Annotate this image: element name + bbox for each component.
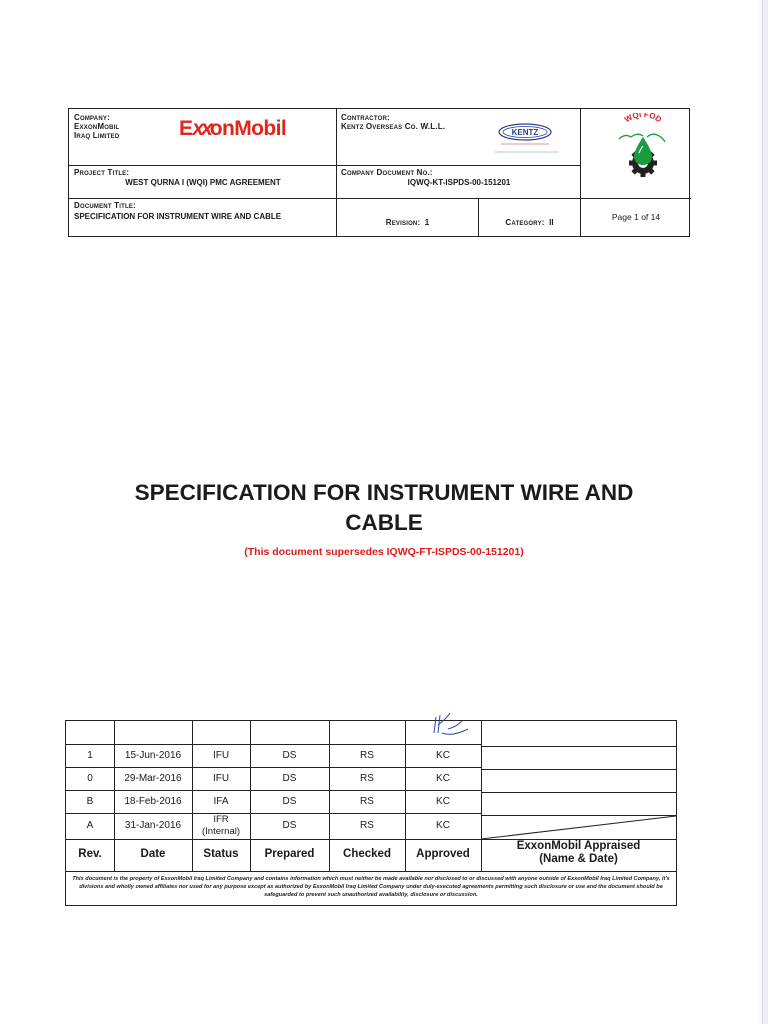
document-header-table bbox=[68, 108, 690, 237]
company-doc-no: IQWQ-KT-ISPDS-00-151201 bbox=[407, 178, 511, 187]
col-header-prepared: Prepared bbox=[264, 848, 315, 860]
company-name-line2: Iraq Limited bbox=[74, 131, 120, 140]
col-header-checked: Checked bbox=[343, 848, 391, 860]
revision-cell bbox=[337, 212, 478, 230]
row4-checked: RS bbox=[360, 820, 374, 831]
svg-text:KENTZ: KENTZ bbox=[511, 128, 539, 137]
row1-prepared: DS bbox=[282, 750, 297, 761]
row1-date: 15-Jun-2016 bbox=[124, 750, 182, 761]
col-header-approved: Approved bbox=[416, 848, 470, 860]
revision-label: Revision: bbox=[385, 218, 421, 227]
contractor-cell bbox=[341, 113, 481, 131]
row2-prepared: DS bbox=[282, 773, 297, 784]
row4-date: 31-Jan-2016 bbox=[124, 820, 182, 831]
exxonmobil-logo: ExxonMobil bbox=[179, 117, 287, 140]
contractor-label: Contractor: bbox=[341, 113, 390, 122]
row1-status: IFU bbox=[212, 750, 230, 761]
document-title: SPECIFICATION FOR INSTRUMENT WIRE AND CABLE bbox=[74, 212, 282, 221]
confidentiality-disclaimer: This document is the property of ExxonMobil Iraq Limited Company and contains information which must neither be made available nor disclosed to or discussed with anyone outside of ExxonMobil Iraq Limited Company, it's divisions and wholly owned affiliates nor used for any purpose except as authorized by ExxonMobil Iraq Limited Company under duly-executed agreements permitting such disclosure or use and the document should be safeguarded to prevent such unauthorized availability, disclosure or discussion. bbox=[72, 876, 670, 898]
row1-checked: RS bbox=[360, 750, 374, 761]
col-header-status: Status bbox=[203, 848, 239, 860]
company-doc-no-cell bbox=[341, 168, 577, 187]
row4-prepared: DS bbox=[282, 820, 297, 831]
document-title-cell bbox=[74, 201, 334, 221]
company-label: Company: bbox=[74, 113, 110, 122]
document-main-title-line1: SPECIFICATION FOR INSTRUMENT WIRE AND bbox=[134, 480, 634, 505]
row2-approved: KC bbox=[436, 773, 450, 784]
company-doc-no-label: Company Document No.: bbox=[341, 168, 433, 177]
company-name-line1: ExxonMobil bbox=[74, 122, 120, 131]
col-header-date: Date bbox=[140, 848, 166, 860]
contractor-name: Kentz Overseas Co. W.L.L. bbox=[341, 122, 446, 131]
page-number: Page 1 of 14 bbox=[611, 212, 661, 222]
supersedes-note: (This document supersedes IQWQ-FT-ISPDS-00-151201) bbox=[244, 546, 524, 558]
company-cell bbox=[74, 113, 174, 140]
row3-prepared: DS bbox=[282, 796, 297, 807]
project-title-label: Project Title: bbox=[74, 168, 130, 177]
row3-approved: KC bbox=[436, 796, 450, 807]
row3-checked: RS bbox=[360, 796, 374, 807]
row2-rev: 0 bbox=[87, 773, 93, 784]
col-header-appraised bbox=[481, 840, 676, 866]
document-main-title-line2: CABLE bbox=[345, 510, 423, 535]
category-value: II bbox=[549, 218, 554, 227]
col-header-rev: Rev. bbox=[78, 848, 102, 860]
document-title-label: Document Title: bbox=[74, 201, 136, 210]
row1-rev: 1 bbox=[87, 750, 93, 761]
project-title: WEST QURNA I (WQI) PMC AGREEMENT bbox=[125, 178, 281, 187]
revision-history-table bbox=[65, 720, 677, 906]
category-cell bbox=[479, 212, 580, 230]
approval-signature bbox=[428, 711, 473, 745]
svg-text:WQI FOD: WQI FOD bbox=[622, 113, 664, 125]
row4-rev: A bbox=[86, 820, 94, 831]
project-title-cell bbox=[74, 168, 332, 187]
col-header-appraised-line1: ExxonMobil Appraised bbox=[516, 840, 641, 852]
row2-checked: RS bbox=[360, 773, 374, 784]
category-label: Category: bbox=[505, 218, 545, 227]
row3-date: 18-Feb-2016 bbox=[124, 796, 182, 807]
wqi-fod-logo bbox=[599, 113, 687, 185]
kentz-logo bbox=[489, 119, 569, 161]
row3-rev: B bbox=[86, 796, 94, 807]
col-header-appraised-line2: (Name & Date) bbox=[539, 853, 618, 865]
row4-approved: KC bbox=[436, 820, 450, 831]
row1-approved: KC bbox=[436, 750, 450, 761]
row2-status: IFU bbox=[212, 773, 230, 784]
row3-status: IFA bbox=[213, 796, 229, 807]
revision-value: 1 bbox=[424, 218, 430, 227]
row4-status: IFR (Internal) bbox=[202, 814, 241, 837]
row2-date: 29-Mar-2016 bbox=[124, 773, 182, 784]
